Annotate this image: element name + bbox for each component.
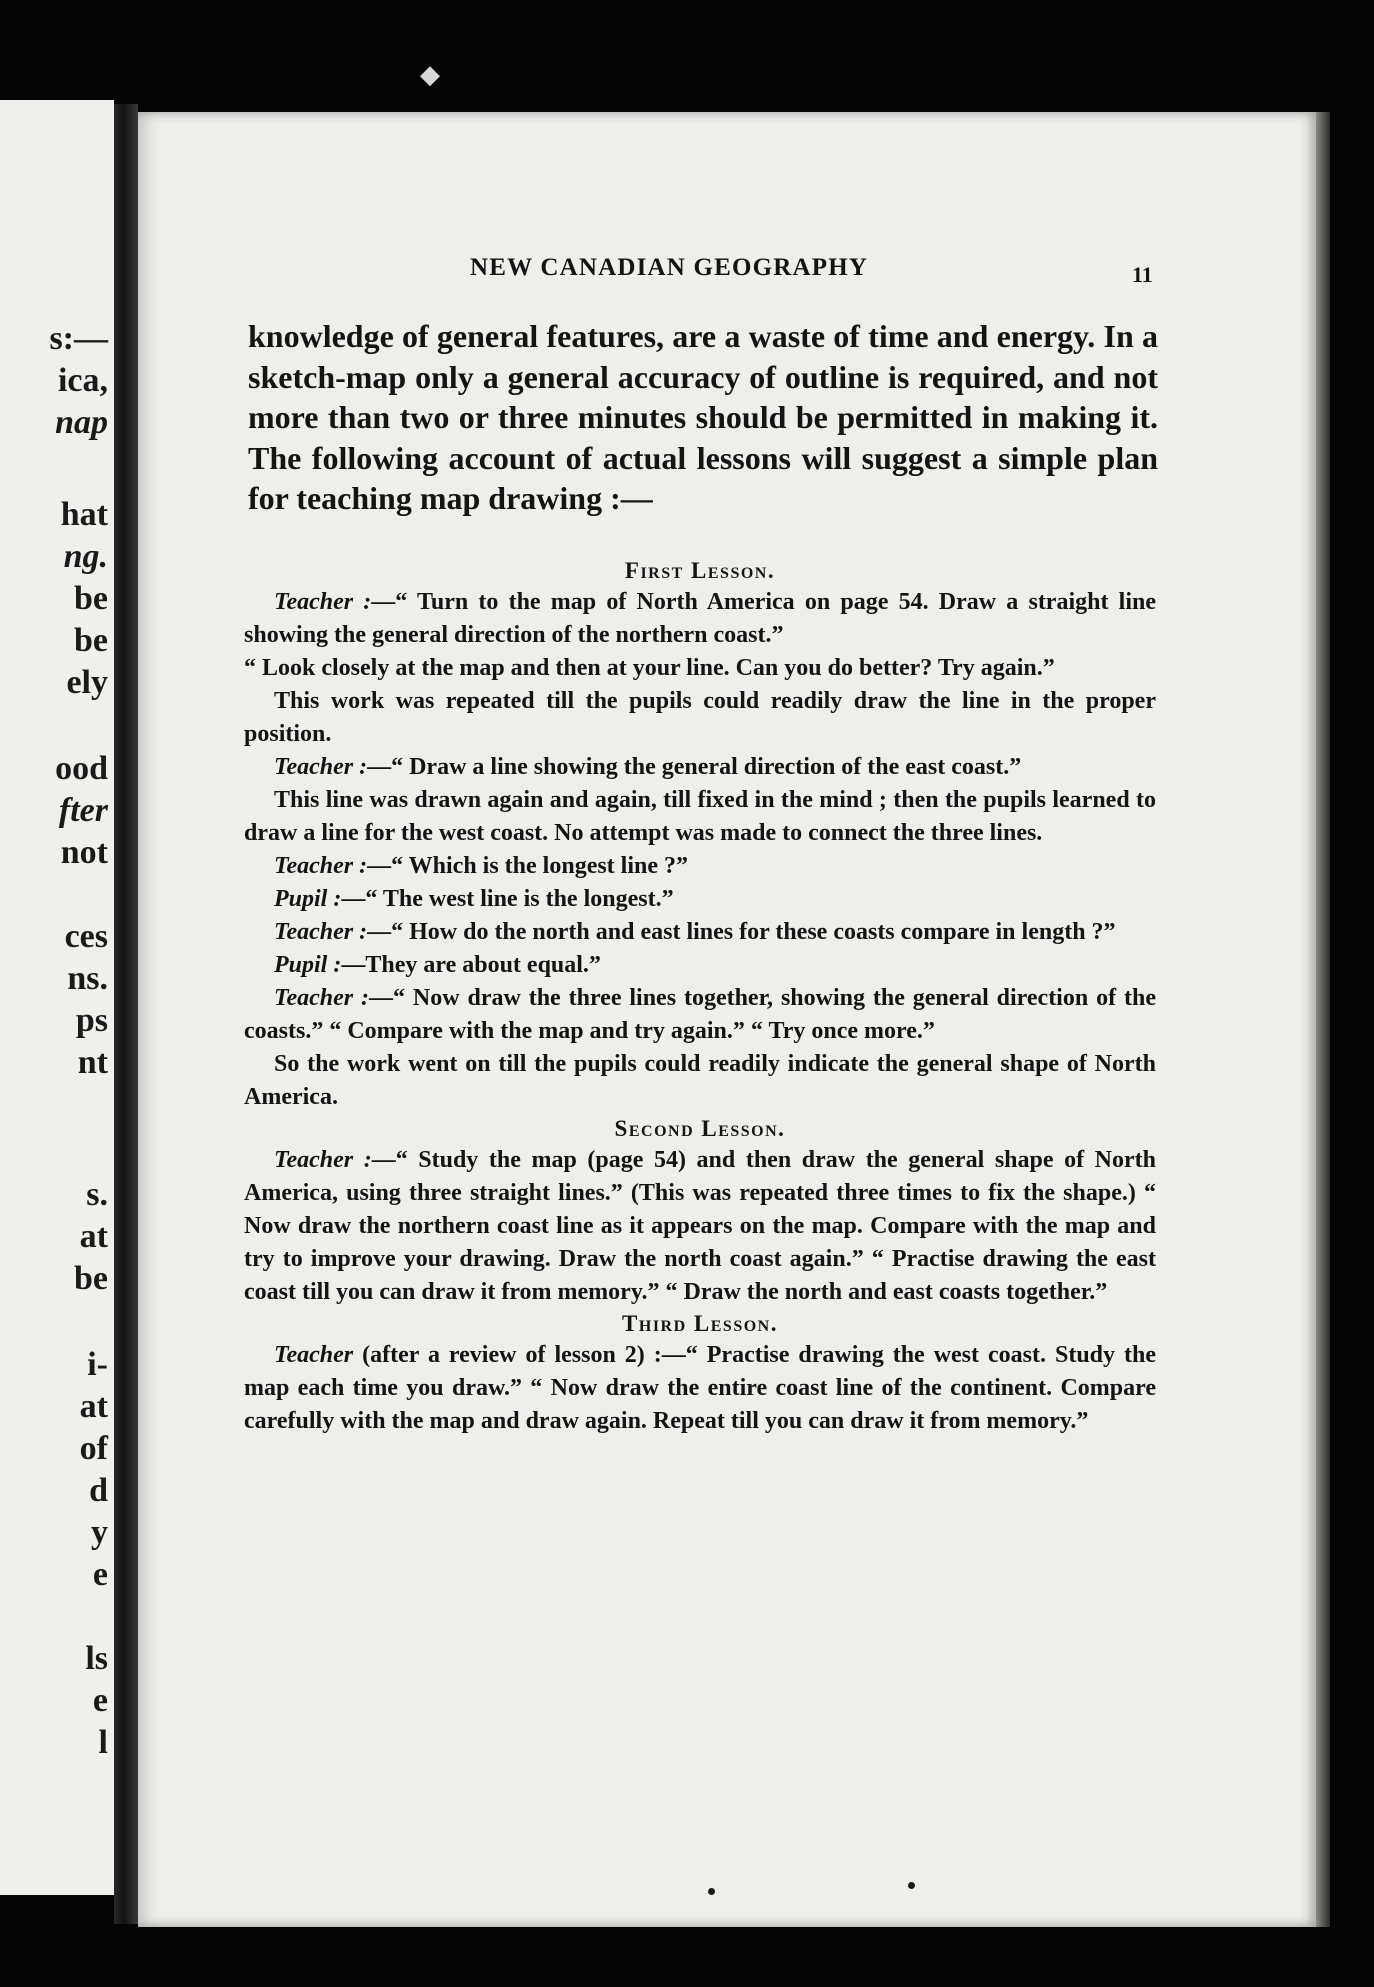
- ink-dot: [908, 1882, 915, 1889]
- dialogue-text: —“ Study the map (page 54) and then draw the general shape of North America, using three straight lines.” (This was repeated three times to fix the shape.) “ Now draw the northern coast line as it appears on the map. Compare with the map and try to improve your drawing. Draw the north coast again.” “ Practise drawing the east coast till you can draw it from memory.” “ Draw the north and east coasts together.”: [244, 1147, 1157, 1305]
- dialogue-text: —They are about equal.”: [341, 952, 601, 978]
- speaker-label: Teacher :: [274, 754, 368, 780]
- book-gutter: [114, 104, 138, 1924]
- previous-page-text-fragment: l: [98, 1724, 108, 1761]
- dialogue-text: —“ The west line is the longest.”: [341, 886, 674, 912]
- previous-page-text-fragment: ls: [85, 1640, 108, 1677]
- dialogue-text: —“ Draw a line showing the general direction of the east coast.”: [367, 754, 1022, 780]
- lesson-paragraph: [244, 1339, 1156, 1438]
- lesson-paragraph: [244, 1048, 1156, 1114]
- running-head: NEW CANADIAN GEOGRAPHY: [470, 254, 869, 281]
- speaker-label: Pupil :: [274, 952, 342, 978]
- page-number: 11: [1132, 262, 1153, 287]
- previous-page-text-fragment: nap: [55, 404, 108, 441]
- previous-page-text-fragment: s:—: [49, 320, 108, 357]
- previous-page-text-fragment: ng.: [63, 538, 108, 575]
- lesson-paragraph: [244, 784, 1156, 850]
- third-lesson-heading: Third Lesson.: [622, 1311, 778, 1336]
- lesson-paragraph: [244, 751, 1156, 784]
- previous-page-text-fragment: at: [79, 1388, 108, 1425]
- previous-page-text-fragment: hat: [60, 496, 108, 533]
- previous-page-text-fragment: be: [74, 1260, 108, 1297]
- previous-page-text-fragment: of: [79, 1430, 108, 1467]
- dialogue-text: (after a review of lesson 2) :—“ Practise drawing the west coast. Study the map each time you draw.” “ Now draw the entire coast line of the continent. Compare carefully with the map and draw again. Repeat till you can draw it from memory.”: [244, 1342, 1156, 1434]
- first-lesson-heading: First Lesson.: [624, 558, 776, 583]
- speaker-label: Pupil :: [274, 886, 342, 912]
- first-lesson-section: [244, 556, 1156, 1438]
- intro-paragraph: knowledge of general features, are a waste of time and energy. In a sketch-map only a general accuracy of outline is required, and not more than two or three minutes should be permitted in making it. The following account of actual lessons will suggest a simple plan for teaching map drawing :—: [248, 318, 1158, 516]
- lesson-paragraph: [244, 982, 1156, 1048]
- lesson-paragraph: [244, 685, 1156, 751]
- previous-page-text-fragment: ely: [66, 664, 108, 701]
- previous-page-text-fragment: nt: [77, 1044, 108, 1081]
- speaker-label: Teacher :: [274, 853, 368, 879]
- speaker-label: Teacher :: [274, 589, 372, 615]
- previous-page-fragment: [0, 100, 114, 1895]
- dialogue-text: —“ Which is the longest line ?”: [367, 853, 689, 879]
- previous-page-text-fragment: be: [74, 622, 108, 659]
- page-edge: [1316, 112, 1330, 1927]
- speaker-label: Teacher :: [274, 985, 369, 1011]
- dialogue-text: —“ Turn to the map of North America on page 54. Draw a straight line showing the general direction of the northern coast.”: [244, 589, 1157, 648]
- previous-page-text-fragment: ces: [64, 918, 108, 955]
- narrative-text: So the work went on till the pupils could readily indicate the general shape of North America.: [244, 1051, 1156, 1110]
- previous-page-text-fragment: be: [74, 580, 108, 617]
- narrative-text: This work was repeated till the pupils could readily draw the line in the proper position.: [244, 688, 1156, 747]
- dialogue-text: —“ How do the north and east lines for these coasts compare in length ?”: [367, 919, 1116, 945]
- speaker-label: Teacher :: [274, 919, 368, 945]
- previous-page-text-fragment: s.: [86, 1176, 108, 1213]
- ink-dot: [708, 1888, 715, 1895]
- previous-page-text-fragment: i-: [87, 1346, 108, 1383]
- narrative-text: This line was drawn again and again, till fixed in the mind ; then the pupils learned to draw a line for the west coast. No attempt was made to connect the three lines.: [244, 787, 1156, 846]
- previous-page-text-fragment: not: [60, 834, 108, 871]
- lesson-paragraph: [244, 916, 1156, 949]
- previous-page-text-fragment: ood: [55, 750, 108, 787]
- dialogue-text: —“ Now draw the three lines together, showing the general direction of the coasts.” “ Compare with the map and try again.” “ Try once more.”: [244, 985, 1156, 1044]
- lesson-paragraph: [244, 850, 1156, 883]
- previous-page-text-fragment: e: [92, 1682, 108, 1719]
- lesson-paragraph: [244, 883, 1156, 916]
- previous-page-text-fragment: e: [92, 1556, 108, 1593]
- lesson-paragraph: [244, 586, 1156, 652]
- previous-page-text-fragment: ica,: [57, 362, 108, 399]
- speaker-label: Teacher :: [274, 1147, 372, 1173]
- lesson-paragraph: [244, 652, 1156, 685]
- previous-page-text-fragment: at: [79, 1218, 108, 1255]
- previous-page-text-fragment: ps: [75, 1002, 108, 1039]
- scan-speck: ◆: [420, 60, 440, 89]
- lesson-paragraph: [244, 1144, 1156, 1309]
- speaker-label: Teacher: [274, 1342, 354, 1368]
- lesson-paragraph: [244, 949, 1156, 982]
- previous-page-text-fragment: d: [89, 1472, 108, 1509]
- previous-page-text-fragment: y: [91, 1514, 108, 1551]
- dialogue-text: “ Look closely at the map and then at your line. Can you do better? Try again.”: [244, 655, 1055, 681]
- previous-page-text-fragment: ns.: [67, 960, 108, 997]
- second-lesson-heading: Second Lesson.: [614, 1116, 786, 1141]
- previous-page-text-fragment: fter: [58, 792, 108, 829]
